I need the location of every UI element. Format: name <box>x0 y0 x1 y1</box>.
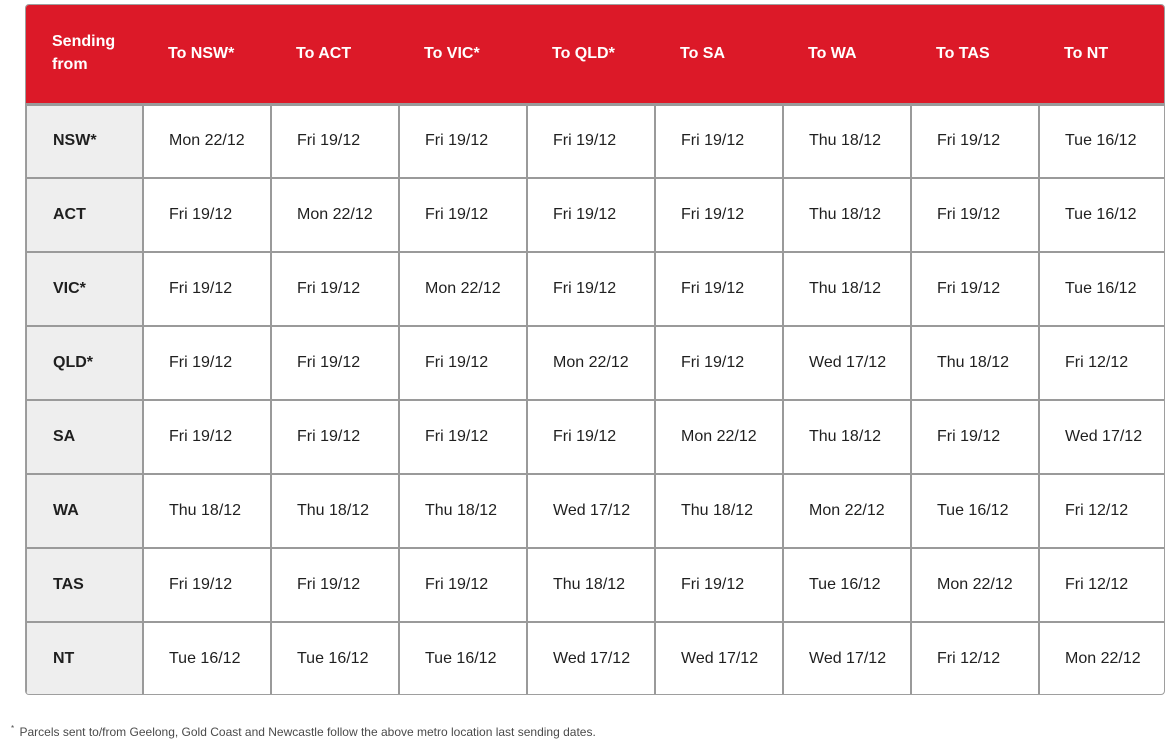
table-cell: Fri 19/12 <box>399 548 527 622</box>
footnote <box>11 724 596 739</box>
column-header: To QLD* <box>527 4 655 104</box>
sending-dates-table <box>25 4 1165 695</box>
table-cell: Mon 22/12 <box>271 178 399 252</box>
table-cell: Wed 17/12 <box>527 622 655 695</box>
table-cell: Fri 19/12 <box>655 548 783 622</box>
table-cell: Fri 19/12 <box>655 104 783 178</box>
table-cell: Fri 19/12 <box>399 104 527 178</box>
table-cell: Fri 19/12 <box>271 548 399 622</box>
table-cell: Fri 19/12 <box>143 548 271 622</box>
table-cell: Mon 22/12 <box>655 400 783 474</box>
column-header: To ACT <box>271 4 399 104</box>
table-cell: Thu 18/12 <box>143 474 271 548</box>
table-cell: Thu 18/12 <box>783 400 911 474</box>
table-cell: Mon 22/12 <box>143 104 271 178</box>
table-row <box>26 622 1165 695</box>
table-row <box>26 548 1165 622</box>
table-cell: Fri 19/12 <box>143 400 271 474</box>
table-cell: Tue 16/12 <box>399 622 527 695</box>
row-header: SA <box>26 400 143 474</box>
row-header: WA <box>26 474 143 548</box>
table-body <box>26 104 1165 695</box>
table-cell: Fri 19/12 <box>527 400 655 474</box>
table-row <box>26 474 1165 548</box>
table-row <box>26 326 1165 400</box>
footnote-marker: * <box>11 724 15 733</box>
column-header: To NT <box>1039 4 1165 104</box>
table-row <box>26 104 1165 178</box>
table-cell: Wed 17/12 <box>527 474 655 548</box>
table-cell: Fri 19/12 <box>271 400 399 474</box>
table-cell: Tue 16/12 <box>1039 252 1165 326</box>
table-cell: Thu 18/12 <box>399 474 527 548</box>
table-cell: Fri 12/12 <box>1039 474 1165 548</box>
table-row <box>26 252 1165 326</box>
table-cell: Fri 19/12 <box>527 178 655 252</box>
sending-from-header: Sending from <box>26 4 143 104</box>
table-cell: Tue 16/12 <box>1039 178 1165 252</box>
table-cell: Fri 19/12 <box>143 252 271 326</box>
table-cell: Fri 19/12 <box>399 178 527 252</box>
table-cell: Tue 16/12 <box>911 474 1039 548</box>
row-header: NT <box>26 622 143 695</box>
table-cell: Fri 12/12 <box>1039 326 1165 400</box>
table-cell: Fri 19/12 <box>143 326 271 400</box>
table-cell: Fri 19/12 <box>655 252 783 326</box>
table-cell: Fri 19/12 <box>143 178 271 252</box>
table-cell: Fri 12/12 <box>1039 548 1165 622</box>
table-cell: Thu 18/12 <box>783 252 911 326</box>
table-cell: Thu 18/12 <box>783 178 911 252</box>
table-cell: Tue 16/12 <box>271 622 399 695</box>
row-header: ACT <box>26 178 143 252</box>
table-cell: Tue 16/12 <box>143 622 271 695</box>
column-header: To WA <box>783 4 911 104</box>
table-cell: Wed 17/12 <box>655 622 783 695</box>
column-header: To SA <box>655 4 783 104</box>
table-cell: Fri 19/12 <box>399 326 527 400</box>
column-header: To TAS <box>911 4 1039 104</box>
table-cell: Fri 19/12 <box>911 400 1039 474</box>
row-header: QLD* <box>26 326 143 400</box>
table-cell: Thu 18/12 <box>527 548 655 622</box>
table-cell: Mon 22/12 <box>399 252 527 326</box>
table-cell: Mon 22/12 <box>527 326 655 400</box>
table-cell: Fri 19/12 <box>271 326 399 400</box>
table-cell: Fri 19/12 <box>271 104 399 178</box>
table-cell: Mon 22/12 <box>911 548 1039 622</box>
table-cell: Mon 22/12 <box>783 474 911 548</box>
table-cell: Thu 18/12 <box>783 104 911 178</box>
table-cell: Wed 17/12 <box>783 326 911 400</box>
footnote-text: Parcels sent to/from Geelong, Gold Coast and Newcastle follow the above metro location last sending dates. <box>19 725 596 739</box>
column-header: To NSW* <box>143 4 271 104</box>
table-cell: Fri 19/12 <box>527 104 655 178</box>
table-cell: Wed 17/12 <box>783 622 911 695</box>
table-cell: Fri 19/12 <box>399 400 527 474</box>
table-cell: Thu 18/12 <box>655 474 783 548</box>
sending-dates-table-container <box>25 4 1165 695</box>
table-cell: Thu 18/12 <box>271 474 399 548</box>
table-row <box>26 400 1165 474</box>
table-header-row <box>26 4 1165 104</box>
row-header: NSW* <box>26 104 143 178</box>
row-header: VIC* <box>26 252 143 326</box>
table-row <box>26 178 1165 252</box>
column-header: To VIC* <box>399 4 527 104</box>
table-cell: Fri 19/12 <box>655 326 783 400</box>
table-cell: Fri 19/12 <box>655 178 783 252</box>
table-cell: Mon 22/12 <box>1039 622 1165 695</box>
row-header: TAS <box>26 548 143 622</box>
table-cell: Fri 19/12 <box>911 178 1039 252</box>
table-cell: Wed 17/12 <box>1039 400 1165 474</box>
table-cell: Fri 19/12 <box>271 252 399 326</box>
table-cell: Fri 19/12 <box>911 252 1039 326</box>
table-cell: Thu 18/12 <box>911 326 1039 400</box>
table-cell: Fri 12/12 <box>911 622 1039 695</box>
table-cell: Tue 16/12 <box>1039 104 1165 178</box>
table-cell: Fri 19/12 <box>527 252 655 326</box>
table-cell: Tue 16/12 <box>783 548 911 622</box>
table-cell: Fri 19/12 <box>911 104 1039 178</box>
